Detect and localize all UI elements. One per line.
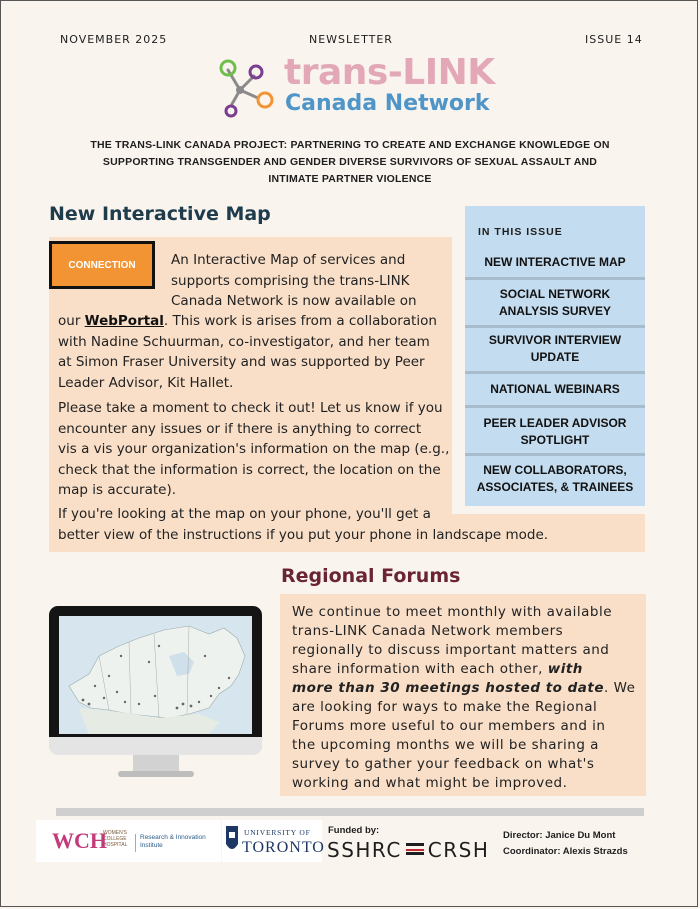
toc-divider [465, 453, 645, 456]
uoft-logo [222, 820, 325, 862]
map-phone-text: If you're looking at the map on your phone, you'll get a better view of the instructions if you put your phone in landscape mode. [58, 506, 549, 543]
wch-logo-divider [135, 834, 136, 852]
toc-divider [465, 405, 645, 408]
toc-item-peer-leader-spotlight[interactable]: PEER LEADER ADVISOR SPOTLIGHT [483, 416, 627, 447]
forums-text: We continue to meet monthly with available trans-LINK Canada Network members regionally to discuss important matters and share information with each other, with more than 30 meetings hosted to date. We are looking for ways to make the Regional Forums more useful to our members and in the upcoming months we will be sharing a survey to gather your feedback on what's working and what might be improved. [292, 604, 636, 791]
section-heading-regional-forums: Regional Forums [281, 565, 461, 587]
map-intro-text: An Interactive Map of services and supports comprising the trans-LINK Canada Network is now available on [171, 252, 417, 309]
logo-title: trans-LINK [284, 52, 495, 93]
toc-item-national-webinars[interactable]: NATIONAL WEBINARS [490, 382, 620, 396]
uoft-crest-icon [224, 824, 240, 856]
connection-badge: CONNECTION [49, 241, 155, 289]
map-screenshot [59, 616, 252, 734]
director-credit: Director: Janice Du Mont [503, 830, 616, 841]
logo-subtitle: Canada Network [285, 91, 490, 116]
canada-map-image [59, 616, 252, 734]
sshrc-logo: SSHRC CRSH [327, 838, 490, 862]
funded-by-label: Funded by: [328, 825, 380, 836]
sshrc-separator-icon [406, 843, 424, 855]
wch-logo-name: WOMEN'S COLLEGE HOSPITAL [103, 830, 128, 848]
newsletter-issue: ISSUE 14 [585, 33, 643, 46]
coordinator-credit: Coordinator: Alexis Strazds [503, 846, 628, 857]
network-logo-icon [218, 56, 276, 120]
toc-item-interactive-map[interactable]: NEW INTERACTIVE MAP [484, 255, 626, 269]
newsletter-date: NOVEMBER 2025 [60, 33, 168, 46]
project-subtitle: THE TRANS-LINK CANADA PROJECT: PARTNERING TO CREATE AND EXCHANGE KNOWLEDGE ON SUPPORTING TRANSGENDER AND GENDER DIVERSE SURVIVORS OF SEXUAL ASSAULT AND INTIMATE PARTNER VIOLENCE [90, 139, 610, 185]
map-check-text: Please take a moment to check it out! Let us know if you encounter any issues or if there is anything to correct vis a vis your organization's information on the map (e.g., check that the information is correct, the location on the map is accurate). [58, 400, 450, 498]
section-heading-interactive-map: New Interactive Map [49, 203, 271, 225]
toc-divider [465, 371, 645, 374]
monitor-chin [49, 737, 262, 755]
toc-item-new-collaborators[interactable]: NEW COLLABORATORS, ASSOCIATES, & TRAINEES [476, 463, 634, 494]
wch-logo-mark: WCH [52, 828, 107, 853]
toc-item-social-network-survey[interactable]: SOCIAL NETWORK ANALYSIS SURVEY [498, 287, 612, 318]
in-this-issue-heading: IN THIS ISSUE [478, 226, 563, 238]
wch-logo [36, 820, 221, 862]
toc-divider [465, 277, 645, 280]
uoft-logo-line1: UNIVERSITY OF [244, 828, 311, 837]
uoft-logo-line2: TORONTO [242, 839, 325, 856]
newsletter-type: NEWSLETTER [309, 33, 393, 46]
toc-item-survivor-interview[interactable]: SURVIVOR INTERVIEW UPDATE [488, 333, 622, 364]
wch-logo-institute: Research & Innovation Institute [140, 834, 206, 849]
toc-divider [465, 325, 645, 328]
monitor-stand [118, 771, 194, 777]
webportal-link[interactable]: WebPortal [84, 313, 164, 329]
map-body-text: our WebPortal. This work is arises from a collaboration with Nadine Schuurman, co-investigator, and her team at Simon Fraser University and was supported by Peer Leader Advisor, Kit Hallet. [58, 313, 437, 391]
footer-divider [56, 808, 644, 816]
